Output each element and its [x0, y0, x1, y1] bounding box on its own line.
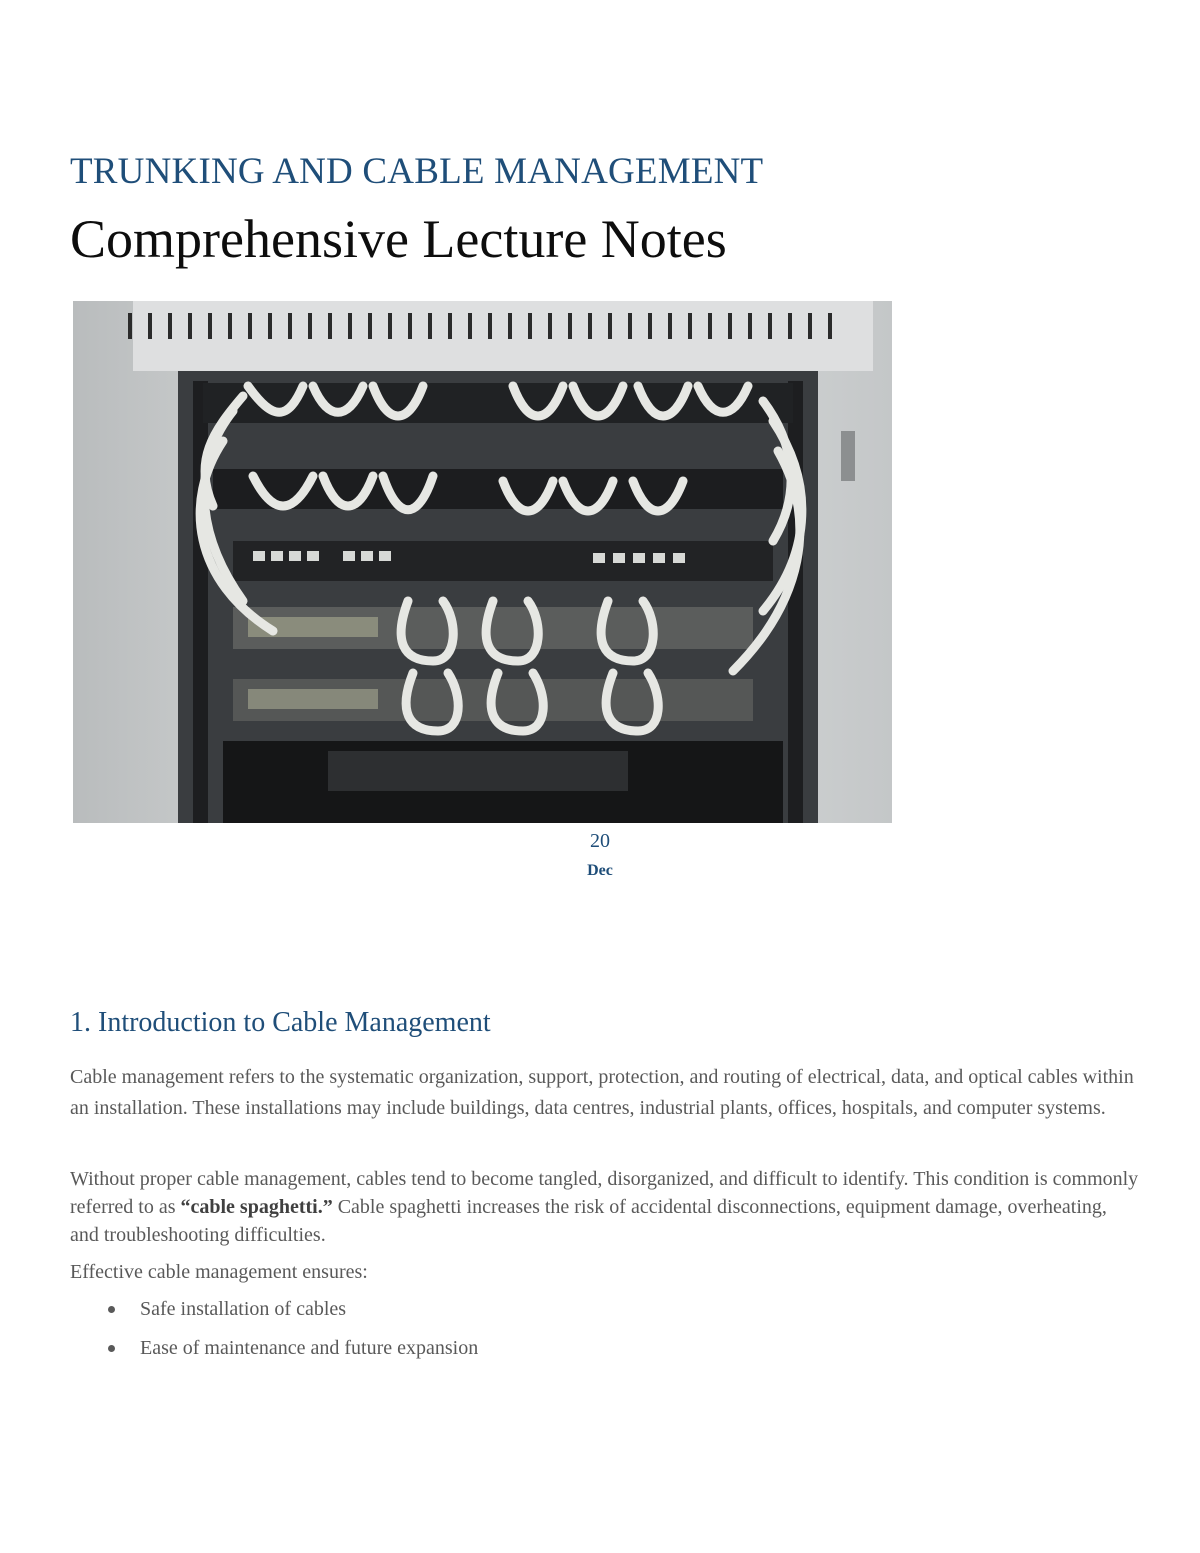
section-heading: 1. Introduction to Cable Management	[70, 1007, 491, 1038]
spaghetti-text-after: Cable spaghetti increases the risk of accidental disconnections, equipment damage, overheating, and troubleshooting difficulties.	[70, 1196, 1107, 1246]
date-day: 20	[590, 830, 610, 852]
document-kicker: TRUNKING AND CABLE MANAGEMENT	[70, 151, 764, 192]
list-item	[70, 1332, 1070, 1371]
spaghetti-text-before: Without proper cable management, cables tend to become tangled, disorganized, and difficult to identify. This condition is commonly referred to as	[70, 1168, 1139, 1218]
intro-paragraph: Cable management refers to the systematic organization, support, protection, and routing of electrical, data, and optical cables within an installation. These installations may include buildings, data centres, industrial plants, offices, hospitals, and computer systems.	[70, 1066, 1134, 1119]
list-item-text: Ease of maintenance and future expansion	[140, 1337, 479, 1359]
spaghetti-term: “cable spaghetti.”	[180, 1196, 333, 1218]
list-item-text: Safe installation of cables	[140, 1298, 347, 1320]
list-item	[70, 1293, 1070, 1332]
bullet-icon	[108, 1345, 115, 1352]
spaghetti-paragraph	[70, 1165, 1140, 1249]
server-rack-illustration	[73, 301, 892, 823]
ensures-paragraph: Effective cable management ensures:	[70, 1261, 368, 1283]
date-month: Dec	[587, 862, 613, 879]
document-title: Comprehensive Lecture Notes	[70, 209, 727, 269]
benefits-list	[70, 1293, 1070, 1371]
server-rack-photo	[73, 301, 892, 823]
bullet-icon	[108, 1306, 115, 1313]
